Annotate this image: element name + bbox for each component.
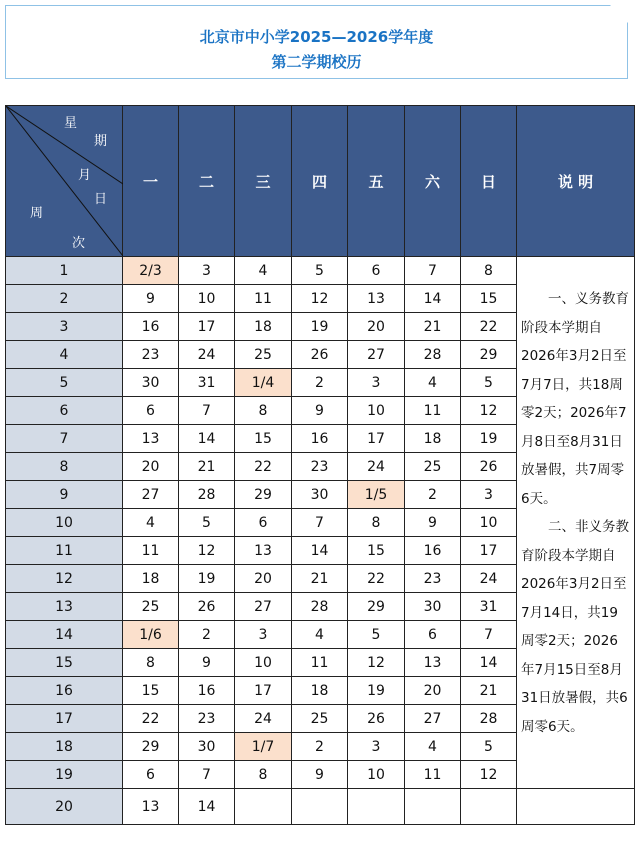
date-cell: 16 [405, 537, 461, 565]
date-cell: 17 [348, 425, 405, 453]
date-cell: 28 [405, 341, 461, 369]
title-box [5, 5, 628, 79]
date-cell: 14 [179, 789, 235, 825]
date-cell: 10 [461, 509, 517, 537]
date-cell: 12 [461, 397, 517, 425]
date-cell: 9 [405, 509, 461, 537]
date-cell: 31 [461, 593, 517, 621]
label-zhou: 周 [30, 206, 44, 221]
date-cell: 8 [348, 509, 405, 537]
week-number: 1 [6, 257, 123, 285]
day-header-7: 日 [461, 106, 517, 257]
date-cell: 26 [348, 705, 405, 733]
label-qi: 期 [94, 134, 108, 149]
date-cell: 16 [292, 425, 348, 453]
date-cell: 18 [123, 565, 179, 593]
notes-cell [517, 257, 635, 789]
date-cell: 20 [348, 313, 405, 341]
table-row [6, 789, 635, 825]
date-cell: 3 [179, 257, 235, 285]
date-cell: 13 [235, 537, 292, 565]
date-cell: 28 [292, 593, 348, 621]
week-number: 6 [6, 397, 123, 425]
date-cell: 11 [292, 649, 348, 677]
week-number: 7 [6, 425, 123, 453]
month-start-date-cell: 2/3 [123, 257, 179, 285]
date-cell: 5 [179, 509, 235, 537]
date-cell: 29 [123, 733, 179, 761]
month-start-date-cell: 1/6 [123, 621, 179, 649]
date-cell: 19 [461, 425, 517, 453]
date-cell: 26 [292, 341, 348, 369]
date-cell: 18 [235, 313, 292, 341]
date-cell: 4 [405, 369, 461, 397]
date-cell: 21 [179, 453, 235, 481]
date-cell: 13 [405, 649, 461, 677]
date-cell: 12 [292, 285, 348, 313]
note-header: 说 明 [517, 106, 635, 257]
date-cell: 13 [348, 285, 405, 313]
date-cell: 11 [405, 761, 461, 789]
school-calendar-table [5, 105, 635, 825]
week-number: 4 [6, 341, 123, 369]
date-cell: 11 [123, 537, 179, 565]
date-cell: 7 [179, 397, 235, 425]
calendar-subtitle: 第二学期校历 [271, 53, 362, 71]
week-number: 13 [6, 593, 123, 621]
date-cell: 8 [461, 257, 517, 285]
calendar-title: 北京市中小学2025—2026学年度 [199, 28, 434, 46]
date-cell: 6 [123, 761, 179, 789]
date-cell: 21 [292, 565, 348, 593]
date-cell: 18 [405, 425, 461, 453]
day-header-5: 五 [348, 106, 405, 257]
date-cell: 28 [461, 705, 517, 733]
label-yue: 月 [78, 168, 92, 183]
date-cell: 15 [123, 677, 179, 705]
empty-note-cell [517, 789, 635, 825]
week-number: 10 [6, 509, 123, 537]
label-ci: 次 [72, 236, 86, 251]
date-cell: 5 [292, 257, 348, 285]
folded-corner [610, 5, 628, 23]
date-cell: 6 [235, 509, 292, 537]
date-cell: 23 [292, 453, 348, 481]
date-cell: 22 [235, 453, 292, 481]
date-cell: 30 [123, 369, 179, 397]
date-cell: 2 [292, 369, 348, 397]
date-cell: 27 [123, 481, 179, 509]
date-cell: 24 [348, 453, 405, 481]
date-cell: 13 [123, 789, 179, 825]
date-cell: 20 [123, 453, 179, 481]
date-cell: 2 [179, 621, 235, 649]
week-number: 19 [6, 761, 123, 789]
date-cell: 17 [179, 313, 235, 341]
date-cell [461, 789, 517, 825]
week-number: 9 [6, 481, 123, 509]
week-number: 11 [6, 537, 123, 565]
week-number: 5 [6, 369, 123, 397]
week-number: 20 [6, 789, 123, 825]
date-cell: 3 [348, 733, 405, 761]
date-cell: 7 [405, 257, 461, 285]
date-cell: 4 [405, 733, 461, 761]
day-header-2: 二 [179, 106, 235, 257]
date-cell: 12 [461, 761, 517, 789]
date-cell: 19 [179, 565, 235, 593]
date-cell: 7 [292, 509, 348, 537]
date-cell: 25 [235, 341, 292, 369]
date-cell: 18 [292, 677, 348, 705]
note-compulsory-education: 一、义务教育阶段本学期自2026年3月2日至7月7日，共18周零2天；2026年7月8日至8月31日放暑假，共7周零6天。 [521, 291, 629, 507]
date-cell: 4 [292, 621, 348, 649]
date-cell: 5 [461, 733, 517, 761]
date-cell: 22 [123, 705, 179, 733]
date-cell [405, 789, 461, 825]
date-cell: 28 [179, 481, 235, 509]
date-cell: 9 [179, 649, 235, 677]
date-cell: 8 [235, 761, 292, 789]
date-cell: 4 [235, 257, 292, 285]
date-cell: 15 [348, 537, 405, 565]
date-cell: 27 [235, 593, 292, 621]
date-cell: 25 [292, 705, 348, 733]
date-cell: 2 [292, 733, 348, 761]
date-cell: 3 [235, 621, 292, 649]
week-number: 3 [6, 313, 123, 341]
date-cell: 5 [461, 369, 517, 397]
date-cell: 29 [461, 341, 517, 369]
date-cell: 19 [292, 313, 348, 341]
date-cell: 16 [179, 677, 235, 705]
week-number: 18 [6, 733, 123, 761]
date-cell: 26 [461, 453, 517, 481]
date-cell: 23 [405, 565, 461, 593]
date-cell: 21 [461, 677, 517, 705]
date-cell: 4 [123, 509, 179, 537]
date-cell: 13 [123, 425, 179, 453]
date-cell: 14 [461, 649, 517, 677]
date-cell: 2 [405, 481, 461, 509]
date-cell: 29 [235, 481, 292, 509]
date-cell: 22 [348, 565, 405, 593]
date-cell: 30 [292, 481, 348, 509]
date-cell: 15 [461, 285, 517, 313]
table-row [6, 257, 635, 285]
date-cell: 14 [292, 537, 348, 565]
date-cell: 3 [348, 369, 405, 397]
date-cell: 7 [179, 761, 235, 789]
date-cell: 30 [179, 733, 235, 761]
week-number: 16 [6, 677, 123, 705]
date-cell: 22 [461, 313, 517, 341]
date-cell: 27 [348, 341, 405, 369]
week-number: 12 [6, 565, 123, 593]
date-cell: 15 [235, 425, 292, 453]
date-cell: 26 [179, 593, 235, 621]
date-cell: 29 [348, 593, 405, 621]
date-cell: 8 [235, 397, 292, 425]
date-cell: 10 [235, 649, 292, 677]
date-cell: 6 [348, 257, 405, 285]
date-cell: 20 [405, 677, 461, 705]
date-cell: 14 [179, 425, 235, 453]
date-cell: 7 [461, 621, 517, 649]
month-start-date-cell: 1/4 [235, 369, 292, 397]
date-cell [348, 789, 405, 825]
date-cell: 10 [348, 761, 405, 789]
date-cell: 21 [405, 313, 461, 341]
date-cell: 10 [179, 285, 235, 313]
date-cell: 6 [405, 621, 461, 649]
date-cell [292, 789, 348, 825]
calendar-body [6, 257, 635, 825]
date-cell: 31 [179, 369, 235, 397]
date-cell: 9 [292, 397, 348, 425]
date-cell: 27 [405, 705, 461, 733]
date-cell: 17 [235, 677, 292, 705]
label-xing: 星 [64, 116, 78, 131]
month-start-date-cell: 1/7 [235, 733, 292, 761]
week-number: 8 [6, 453, 123, 481]
date-cell: 25 [405, 453, 461, 481]
week-number: 17 [6, 705, 123, 733]
date-cell: 5 [348, 621, 405, 649]
date-cell: 24 [179, 341, 235, 369]
header-row [6, 106, 635, 257]
date-cell: 6 [123, 397, 179, 425]
date-cell: 23 [179, 705, 235, 733]
date-cell: 9 [123, 285, 179, 313]
date-cell: 12 [179, 537, 235, 565]
date-cell: 14 [405, 285, 461, 313]
date-cell: 25 [123, 593, 179, 621]
day-header-6: 六 [405, 106, 461, 257]
date-cell: 10 [348, 397, 405, 425]
note-non-compulsory-education: 二、非义务教育阶段本学期自2026年3月2日至7月14日，共19周零2天；2026年7月15日至8月31日放暑假，共6周零6天。 [521, 519, 629, 735]
date-cell: 30 [405, 593, 461, 621]
date-cell: 24 [461, 565, 517, 593]
week-number: 15 [6, 649, 123, 677]
date-cell: 19 [348, 677, 405, 705]
date-cell: 9 [292, 761, 348, 789]
week-number: 14 [6, 621, 123, 649]
label-ri: 日 [94, 192, 108, 207]
date-cell [235, 789, 292, 825]
month-start-date-cell: 1/5 [348, 481, 405, 509]
date-cell: 11 [405, 397, 461, 425]
date-cell: 17 [461, 537, 517, 565]
date-cell: 3 [461, 481, 517, 509]
day-header-4: 四 [292, 106, 348, 257]
date-cell: 23 [123, 341, 179, 369]
day-header-3: 三 [235, 106, 292, 257]
diagonal-header-cell [6, 106, 123, 257]
date-cell: 8 [123, 649, 179, 677]
date-cell: 16 [123, 313, 179, 341]
day-header-1: 一 [123, 106, 179, 257]
date-cell: 20 [235, 565, 292, 593]
date-cell: 24 [235, 705, 292, 733]
date-cell: 11 [235, 285, 292, 313]
date-cell: 12 [348, 649, 405, 677]
week-number: 2 [6, 285, 123, 313]
